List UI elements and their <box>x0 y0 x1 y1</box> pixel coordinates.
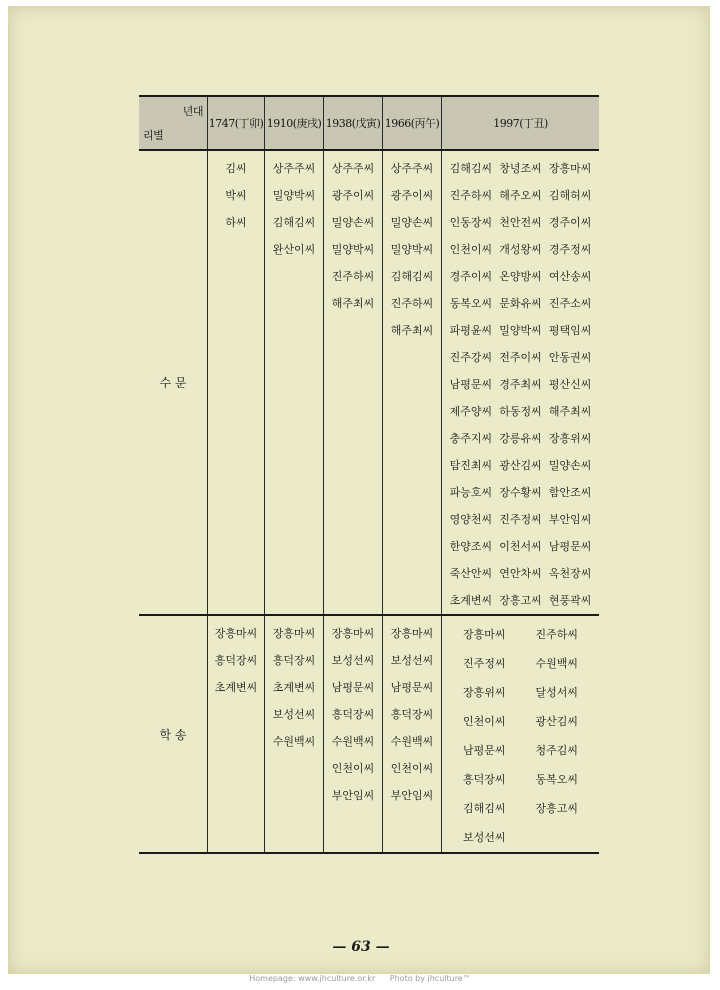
clan-entry: 김해허씨 <box>548 189 592 202</box>
clan-entry: 보성선씨 <box>390 654 434 667</box>
clan-entry: 창녕조씨 <box>499 162 542 175</box>
clan-entry: 죽산안씨 <box>449 567 493 580</box>
clan-entry: 밀양손씨 <box>331 216 375 229</box>
clan-entry: 남평문씨 <box>331 681 375 694</box>
clan-entry: 수원백씨 <box>535 657 578 670</box>
clan-entry: 장흥위씨 <box>462 686 506 699</box>
cell-sumun-1997 <box>442 150 600 615</box>
clan-entry: 장흥위씨 <box>548 432 592 445</box>
clan-entry: 부안임씨 <box>390 789 434 802</box>
clan-entry: 경주이씨 <box>449 270 493 283</box>
clan-entry: 김해김씨 <box>449 162 493 175</box>
clan-entry: 한양조씨 <box>449 540 493 553</box>
clan-entry: 장수황씨 <box>499 486 542 499</box>
clan-grid-haksong-1997 <box>442 616 599 852</box>
clan-entry: 하씨 <box>225 216 247 229</box>
clan-entry: 완산이씨 <box>272 243 316 256</box>
table-row-haksong <box>139 615 599 853</box>
clan-entry: 옥천장씨 <box>548 567 592 580</box>
cell-sumun-1938 <box>324 150 383 615</box>
clan-entry <box>521 823 594 852</box>
clan-entry: 상주주씨 <box>272 162 316 175</box>
cell-sumun-1747 <box>208 150 265 615</box>
clan-entry: 여산송씨 <box>548 270 592 283</box>
clan-entry: 밀양박씨 <box>499 324 542 337</box>
clan-entry: 온양방씨 <box>499 270 542 283</box>
clan-entry: 광주이씨 <box>390 189 434 202</box>
clan-entry: 수원백씨 <box>331 735 375 748</box>
cell-haksong-1997 <box>442 615 600 853</box>
clan-entry: 연안차씨 <box>499 567 542 580</box>
clan-entry: 장흥고씨 <box>499 594 542 607</box>
clan-entry: 흥덕장씨 <box>390 708 434 721</box>
clan-entry: 개성왕씨 <box>499 243 542 256</box>
clan-entry: 진주하씨 <box>331 270 375 283</box>
clan-distribution-table <box>139 95 599 854</box>
clan-entry: 경주최씨 <box>499 378 542 391</box>
clan-entry: 동복오씨 <box>535 773 578 786</box>
clan-entry: 현풍곽씨 <box>548 594 592 607</box>
clan-entry: 부안임씨 <box>331 789 375 802</box>
clan-entry: 하동정씨 <box>499 405 542 418</box>
year-header-1747: 1747(丁卯) <box>208 96 265 150</box>
clan-entry: 평산신씨 <box>548 378 592 391</box>
clan-entry: 장흥고씨 <box>535 802 578 815</box>
clan-entry: 영양천씨 <box>449 513 493 526</box>
village-label-sumun: 수 문 <box>159 376 187 390</box>
clan-entry: 박씨 <box>225 189 247 202</box>
clan-entry: 해주최씨 <box>548 405 592 418</box>
cell-sumun-1910 <box>265 150 324 615</box>
clan-entry: 광산김씨 <box>499 459 542 472</box>
clan-entry: 안동권씨 <box>548 351 592 364</box>
clan-entry: 인천이씨 <box>390 762 434 775</box>
clan-entry: 남평문씨 <box>548 540 592 553</box>
clan-entry: 밀양손씨 <box>548 459 592 472</box>
clan-entry: 밀양박씨 <box>390 243 434 256</box>
clan-entry: 충주지씨 <box>449 432 493 445</box>
document-page <box>8 6 710 974</box>
clan-entry: 흥덕장씨 <box>462 773 506 786</box>
clan-entry: 수원백씨 <box>272 735 316 748</box>
clan-entry: 광산김씨 <box>535 715 578 728</box>
clan-entry: 상주주씨 <box>331 162 375 175</box>
clan-entry: 흥덕장씨 <box>272 654 316 667</box>
clan-entry: 흥덕장씨 <box>331 708 375 721</box>
clan-entry: 진주정씨 <box>462 657 506 670</box>
clan-entry: 김해김씨 <box>272 216 316 229</box>
table-header-row <box>139 96 599 150</box>
clan-entry: 인천이씨 <box>331 762 375 775</box>
clan-entry: 진주하씨 <box>449 189 493 202</box>
clan-entry: 진주소씨 <box>548 297 592 310</box>
clan-entry: 동복오씨 <box>449 297 493 310</box>
clan-entry: 장흥마씨 <box>390 627 434 640</box>
year-header-1997: 1997(丁丑) <box>442 96 600 150</box>
year-header-1966: 1966(丙午) <box>383 96 442 150</box>
clan-entry: 보성선씨 <box>462 831 506 844</box>
clan-entry: 보성선씨 <box>272 708 316 721</box>
footer-homepage: Homepage: www.jhculture.or.kr <box>249 974 376 983</box>
clan-entry: 부안임씨 <box>548 513 592 526</box>
clan-entry: 달성서씨 <box>535 686 578 699</box>
clan-entry: 진주정씨 <box>499 513 542 526</box>
clan-entry: 흥덕장씨 <box>214 654 258 667</box>
clan-entry: 평택임씨 <box>548 324 592 337</box>
clan-entry: 문화유씨 <box>499 297 542 310</box>
cell-haksong-1910 <box>265 615 324 853</box>
clan-grid-sumun-1997 <box>442 151 599 614</box>
clan-entry: 전주이씨 <box>499 351 542 364</box>
year-header-1938: 1938(戊寅) <box>324 96 383 150</box>
clan-entry: 광주이씨 <box>331 189 375 202</box>
clan-entry: 해주최씨 <box>390 324 434 337</box>
clan-entry: 진주하씨 <box>390 297 434 310</box>
clan-entry: 보성선씨 <box>331 654 375 667</box>
clan-entry: 김씨 <box>225 162 247 175</box>
corner-header-cell <box>139 96 208 150</box>
clan-entry: 밀양손씨 <box>390 216 434 229</box>
clan-entry: 초계변씨 <box>214 681 258 694</box>
cell-haksong-1966 <box>383 615 442 853</box>
clan-entry: 장흥마씨 <box>331 627 375 640</box>
clan-entry: 초계변씨 <box>449 594 493 607</box>
village-label-haksong: 학 송 <box>139 615 208 853</box>
clan-entry: 탐진최씨 <box>449 459 493 472</box>
clan-entry: 상주주씨 <box>390 162 434 175</box>
cell-sumun-1966 <box>383 150 442 615</box>
clan-entry: 천안전씨 <box>499 216 542 229</box>
clan-entry: 해주최씨 <box>331 297 375 310</box>
clan-entry: 함안조씨 <box>548 486 592 499</box>
clan-entry: 이천서씨 <box>499 540 542 553</box>
clan-entry: 파능호씨 <box>449 486 493 499</box>
corner-label-village: 리별 <box>143 129 164 142</box>
year-header-1910: 1910(庚戌) <box>265 96 324 150</box>
table-row-sumun <box>139 150 599 615</box>
cell-haksong-1747 <box>208 615 265 853</box>
clan-entry: 경주이씨 <box>548 216 592 229</box>
clan-entry: 인천이씨 <box>462 715 506 728</box>
clan-entry: 인동장씨 <box>449 216 493 229</box>
clan-entry: 인천이씨 <box>449 243 493 256</box>
clan-entry: 김해김씨 <box>462 802 506 815</box>
page-number: — 63 — <box>332 939 390 955</box>
clan-entry: 장흥마씨 <box>462 628 506 641</box>
clan-entry: 장흥마씨 <box>214 627 258 640</box>
clan-entry: 남평문씨 <box>462 744 506 757</box>
clan-entry: 장흥마씨 <box>272 627 316 640</box>
clan-entry: 밀양박씨 <box>331 243 375 256</box>
clan-entry: 초계변씨 <box>272 681 316 694</box>
clan-entry: 경주정씨 <box>548 243 592 256</box>
clan-entry: 강릉유씨 <box>499 432 542 445</box>
clan-entry: 진주하씨 <box>535 628 578 641</box>
footer-photo-credit: Photo by jhculture™ <box>389 974 471 983</box>
clan-entry: 남평문씨 <box>390 681 434 694</box>
clan-entry: 밀양박씨 <box>272 189 316 202</box>
image-footer <box>0 974 720 983</box>
clan-entry: 김해김씨 <box>390 270 434 283</box>
clan-entry: 진주강씨 <box>449 351 493 364</box>
clan-entry: 남평문씨 <box>449 378 493 391</box>
clan-entry: 장흥마씨 <box>548 162 592 175</box>
corner-label-era: 년대 <box>182 105 203 118</box>
clan-entry: 해주오씨 <box>499 189 542 202</box>
clan-entry: 파평윤씨 <box>449 324 493 337</box>
clan-entry: 제주양씨 <box>449 405 493 418</box>
clan-entry: 청주김씨 <box>535 744 578 757</box>
clan-entry: 수원백씨 <box>390 735 434 748</box>
cell-haksong-1938 <box>324 615 383 853</box>
